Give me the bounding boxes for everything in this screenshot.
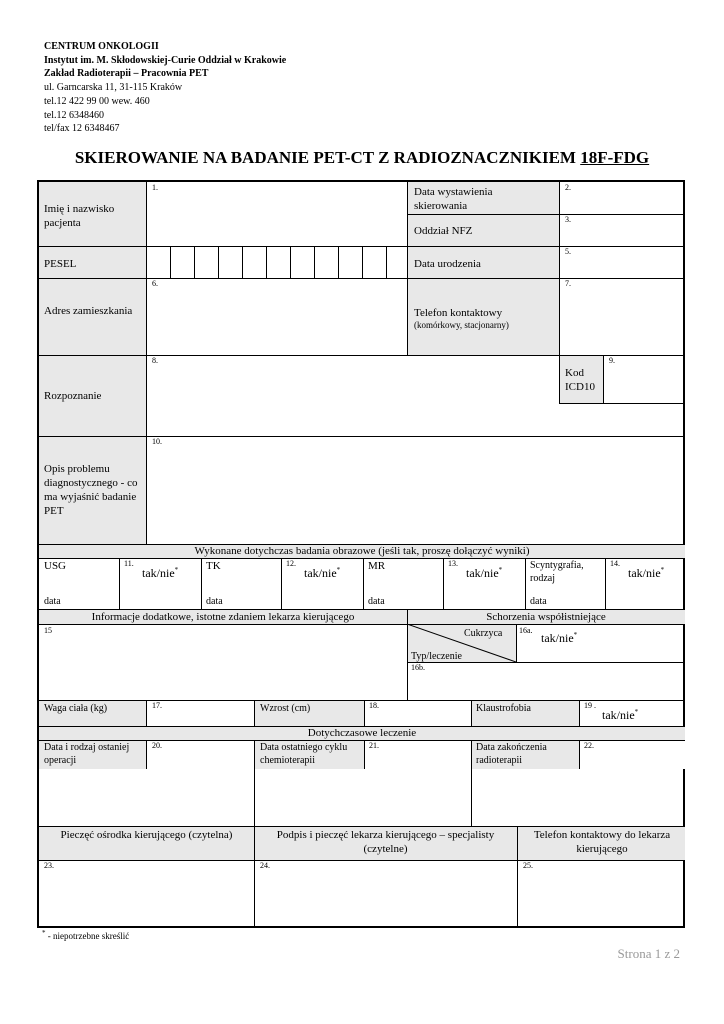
yn-text: tak/nie [466,566,499,580]
hline [39,860,685,861]
vline [471,740,472,826]
issue-date-label: Data wystawienia skierowania [414,186,493,212]
scint-label: Scyntygrafia, rodzaj [530,560,584,584]
pesel-box-divider [314,246,315,278]
num-11: 11. [124,559,134,568]
vline [407,182,408,355]
scint-date-label: data [530,596,547,607]
phone-note: (komórkowy, stacjonarny) [414,320,509,330]
address-label: Adres zamieszkania [44,305,133,317]
usg-yes-no[interactable] [142,563,178,580]
yn-text: tak/nie [142,566,175,580]
patient-name-label: Imię i nazwisko pacjenta [44,203,115,229]
footnote-mark: * [634,708,639,716]
footnote-mark: * [573,631,578,639]
claustro-label: Klaustrofobia [476,703,531,714]
treatment-val2-bg [364,740,471,769]
org-tel2: tel.12 6348460 [44,109,104,121]
org-department: Zakład Radioterapii – Pracownia PET [44,68,209,80]
footnote [42,929,129,941]
vline [146,182,147,544]
pesel-label: PESEL [44,258,77,270]
yn-text: tak/nie [602,708,635,722]
phone-label: Telefon kontaktowy [414,307,503,319]
pesel-box-divider [266,246,267,278]
footnote-mark: * [42,929,46,937]
vline [525,558,526,609]
pesel-box-divider [170,246,171,278]
num-3: 3. [565,215,571,224]
page-number: Strona 1 z 2 [617,946,680,961]
tk-date-label: data [206,596,223,607]
diagnosis-label: Rozpoznanie [44,390,102,402]
additional-heading: Informacje dodatkowe, istotne zdaniem lekarza kierującego [91,611,355,623]
diabetes-label: Cukrzyca [464,628,503,639]
vline [146,740,147,769]
vline [281,558,282,609]
pesel-box-divider [242,246,243,278]
weight-label: Waga ciała (kg) [44,703,108,714]
vline [443,558,444,609]
referral-form [37,180,685,928]
treatment-val3-bg [579,740,685,769]
pesel-box-divider [362,246,363,278]
pesel-box-divider [290,246,291,278]
vline [201,558,202,609]
radio-label: Data zakończenia radioterapii [476,742,547,766]
num-1: 1. [152,183,158,192]
nfz-label: Oddział NFZ [414,225,473,237]
doctor-phone-label: Telefon kontaktowy do lekarza kierującego [533,829,671,855]
doctor-signature-label: Podpis i pieczęć lekarza kierującego – specjalisty (czytelne) [276,829,495,855]
num-15: 15 [44,626,52,635]
vline [254,826,255,928]
vline [254,740,255,826]
num-14: 14. [610,559,620,568]
title-tracer: 18F-FDG [580,148,650,167]
yn-text: tak/nie [304,566,337,580]
pesel-box-divider [386,246,387,278]
num-13: 13. [448,559,458,568]
treatment-val1-bg [146,740,254,769]
vline [603,355,604,403]
treatment-heading: Dotychczasowe leczenie [307,727,417,739]
hline [39,436,685,437]
hline [39,278,685,279]
num-7: 7. [565,279,571,288]
comorbid-heading: Schorzenia współistniejące [486,611,606,623]
num-24: 24. [260,861,270,870]
diabetes-yes-no[interactable] [541,628,577,645]
height-label: Wzrost (cm) [260,703,311,714]
num-6: 6. [152,279,158,288]
org-address: ul. Garncarska 11, 31-115 Kraków [44,82,183,94]
yn-text: tak/nie [541,631,574,645]
page-title [0,148,724,168]
vline [579,740,580,769]
vline [579,700,580,726]
hline [559,403,685,404]
usg-date-label: data [44,596,61,607]
type-label: Typ/leczenie [411,651,462,662]
org-name: CENTRUM ONKOLOGII [44,41,159,52]
vline [146,700,147,726]
num-2: 2. [565,183,571,192]
yn-text: tak/nie [628,566,661,580]
hline [39,624,685,625]
num-23: 23. [44,861,54,870]
num-16b: 16b. [411,663,425,672]
institution-header [44,40,286,136]
birth-date-label: Data urodzenia [414,258,481,270]
stamp-label: Pieczęć ośrodka kierującego (czytelna) [60,829,233,841]
vline [559,182,560,403]
imaging-heading: Wykonane dotychczas badania obrazowe (jeśli tak, proszę dołączyć wyniki) [194,545,530,557]
footnote-mark: * [174,566,179,574]
vline [517,826,518,928]
claustro-yes-no[interactable] [602,705,638,722]
icd-label: Kod ICD10 [565,367,595,393]
vline [364,700,365,726]
hline [39,355,685,356]
num-19: 19 . [584,701,596,710]
num-20: 20. [152,741,162,750]
vline [363,558,364,609]
org-telfax: tel/fax 12 6348467 [44,123,120,135]
num-25: 25. [523,861,533,870]
footnote-mark: * [660,566,665,574]
title-main: SKIEROWANIE NA BADANIE PET-CT Z RADIOZNACZNIKIEM [74,148,581,167]
mr-date-label: data [368,596,385,607]
num-16a: 16a. [519,626,533,635]
vline [254,700,255,726]
pesel-box-divider [218,246,219,278]
num-17: 17. [152,701,162,710]
org-branch: Instytut im. M. Skłodowskiej-Curie Oddział w Krakowie [44,54,287,66]
footnote-mark: * [498,566,503,574]
vline [119,558,120,609]
vline [516,624,517,662]
num-10: 10. [152,437,162,446]
vline [471,700,472,726]
num-8: 8. [152,356,158,365]
surgery-label: Data i rodzaj ostaniej operacji [44,742,130,766]
footnote-text: - niepotrzebne skreślić [45,931,130,941]
pesel-box-divider [338,246,339,278]
hline [39,826,685,827]
mr-yes-no[interactable] [466,563,502,580]
num-21: 21. [369,741,379,750]
pesel-box-divider [194,246,195,278]
num-18: 18. [369,701,379,710]
scint-yes-no[interactable] [628,563,664,580]
tk-label: TK [206,560,221,572]
tk-yes-no[interactable] [304,563,340,580]
num-12: 12. [286,559,296,568]
hline [407,214,685,215]
vline [364,740,365,769]
footnote-mark: * [336,566,341,574]
num-22: 22. [584,741,594,750]
num-9: 9. [609,356,615,365]
usg-label: USG [44,560,67,572]
num-5: 5. [565,247,571,256]
chemo-label: Data ostatniego cyklu chemioterapii [260,742,348,766]
problem-label: Opis problemu diagnostycznego - co ma wyjaśnić badanie PET [44,463,138,517]
org-tel1: tel.12 422 99 00 wew. 460 [44,95,150,107]
mr-label: MR [368,560,386,572]
